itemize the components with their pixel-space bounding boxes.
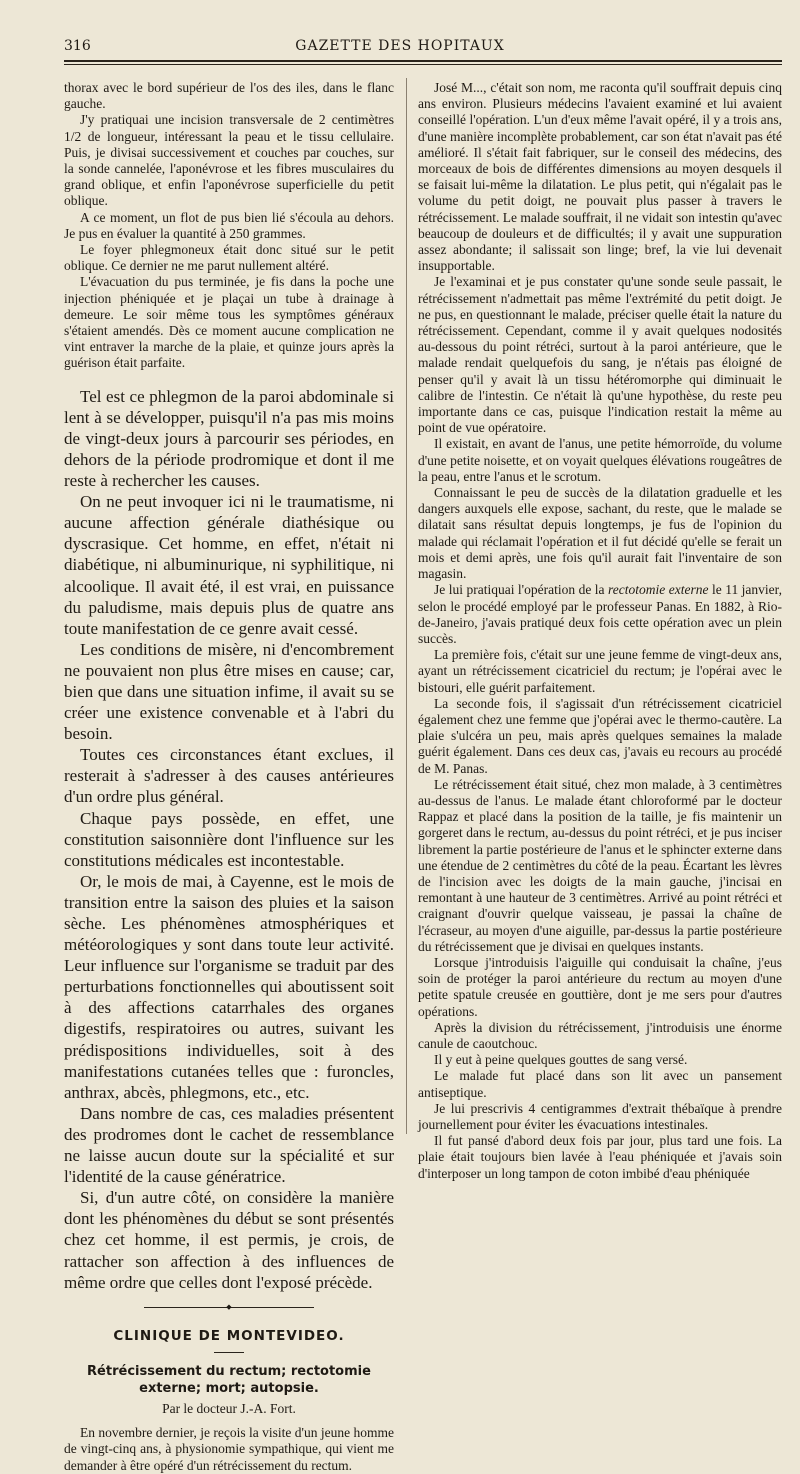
paragraph: Après la division du rétrécissement, j'introduisis une énorme canule de caoutchouc. <box>418 1019 782 1051</box>
right-column <box>418 80 782 1182</box>
paragraph: On ne peut invoquer ici ni le traumatisme, ni aucune affection générale diathésique ou dyscrasique. Cet homme, en effet, n'était ni diabétique, ni albuminurique, ni syphilitique, ni alcoolique. Il avait été, il est vrai, en puissance du paludisme, mais depuis plus de quatre ans toute manifestation de ce genre avait cessé. <box>64 492 394 638</box>
paragraph: Il existait, en avant de l'anus, une petite hémorroïde, du volume d'une petite noisette, et on voyait quelques élévations rougeâtres de la peau, entre l'anus et le scrotum. <box>418 436 782 484</box>
paragraph: José M..., c'était son nom, me raconta qu'il souffrait depuis cinq ans environ. Plusieurs médecins l'avaient examiné et lui avaient conseillé l'opération. L'un d'eux même l'avait opéré, il y a trois ans, d'une manière incomplète probablement, car son état n'avait pas été amélioré. Il s'était fait fabriquer, sur le conseil des médecins, des morceaux de bois de différentes dimensions au moyen desquels il se faisait lui-même la dilatation. Le plus petit, qui n'égalait pas le volume du petit doigt, ne pouvait plus passer à travers le rétrécissement. Le malade souffrait, il ne vidait son intestin qu'avec beaucoup de douleurs et de difficultés; il y avait une suppuration assez abondante; il salissait son linge; bref, la vie lui devenait insupportable. <box>418 80 782 274</box>
paragraph: Tel est ce phlegmon de la paroi abdominale si lent à se développer, puisqu'il n'a pas mis moins de vingt-deux jours à parcourir ses périodes, en dehors de la période prodromique et dont il me reste à rechercher les causes. <box>64 386 394 491</box>
header-rule <box>64 60 782 62</box>
text-before: Je lui pratiquai l'opération de la <box>434 582 609 598</box>
header-rule-thin <box>64 64 782 65</box>
discussion-section <box>64 386 394 1293</box>
paragraph: Chaque pays possède, en effet, une constitution saisonnière dont l'influence sur les constitutions médicales est incontestable. <box>64 808 394 870</box>
paragraph: Le foyer phlegmoneux était donc situé sur le petit oblique. Ce dernier ne me parut nullement altéré. <box>64 242 394 274</box>
heading-rule <box>214 1352 244 1353</box>
paragraph: Si, d'un autre côté, on considère la manière dont les phénomènes du début se sont présentés chez cet homme, il est permis, je crois, de rattacher son affection à des influences de même ordre que celles dont l'exposé précède. <box>64 1188 394 1292</box>
paragraph: Toutes ces circonstances étant exclues, il resterait à s'adresser à des causes antérieures d'un ordre plus général. <box>64 745 394 807</box>
running-title: GAZETTE DES HOPITAUX <box>295 38 505 54</box>
column-divider <box>406 78 407 1134</box>
paragraph: L'évacuation du pus terminée, je fis dans la poche une injection phéniquée et je plaçai un tube à drainage à demeure. Le soir même tous les symptômes généraux s'étaient amendés. Dès ce moment aucune complication ne vint entraver la marche de la plaie, et quinze jours après la guérison était parfaite. <box>64 274 394 371</box>
section-separator: ◆ <box>144 1307 314 1308</box>
paragraph: Je l'examinai et je pus constater qu'une sonde seule passait, le rétrécissement n'admettait pas même l'extrémité du petit doigt. Je ne pus, en questionnant le malade, préciser quelle était la nature du rétrécissement. Cependant, comme il y avait quelques nodosités au-dessous du point rétréci, surtout à la paroi antérieure, que le malade rendait quelquefois du sang, je n'étais pas éloigné de penser qu'il y avait là un tissu hétéromorphe qui diminuait le calibre de l'intestin. Ce n'était là qu'une hypothèse, du reste peu importante dans ce cas, puisque l'indication restait la même au point de vue opératoire. <box>418 274 782 436</box>
paragraph: Les conditions de misère, ni d'encombrement ne pouvaient non plus être mises en cause; car, bien que dans une situation infime, il avait su se créer une existence convenable et à l'abri du besoin. <box>64 639 394 744</box>
text-after: le 11 janvier, selon le procédé employé par le professeur Panas. En 1882, à Rio-de-Janeiro, j'avais pratiqué deux fois cette opération avec un plein succès. <box>418 582 782 646</box>
paragraph: Or, le mois de mai, à Cayenne, est le mois de transition entre la saison des pluies et la saison sèche. Les phénomènes atmosphériques et météorologiques y sont dans toute leur activité. Leur influence sur l'organisme se traduit par des perturbations fonctionnelles qui aboutissent soit à des affections catarrhales des organes digestifs, respiratoires ou autres, suivant les prédispositions individuelles, soit à des manifestations cutanées telles que : furoncles, anthrax, abcès, phlegmons, etc., etc. <box>64 871 394 1102</box>
article-title: Rétrécissement du rectum; rectotomie externe; mort; autopsie. <box>87 1363 371 1396</box>
paragraph: En novembre dernier, je reçois la visite d'un jeune homme de vingt-cinq ans, à physionomie sympathique, qui vient me demander à être opéré d'un rétrécissement du rectum. <box>64 1425 394 1473</box>
emphasized-term: rectotomie externe <box>608 582 709 598</box>
paragraph: Le malade fut placé dans son lit avec un pansement antiseptique. <box>418 1068 782 1100</box>
paragraph: La seconde fois, il s'agissait d'un rétrécissement cicatriciel également chez une femme que j'opérai avec le thermo-cautère. La plaie s'ulcéra un peu, mais après quelques semaines la malade guérit également. Dans ces deux cas, j'avais eu recours au procédé de M. Panas. <box>418 695 782 776</box>
paragraph: A ce moment, un flot de pus bien lié s'écoula au dehors. Je pus en évaluer la quantité à 250 grammes. <box>64 209 394 241</box>
byline: Par le docteur J.-A. Fort. <box>162 1400 296 1416</box>
paragraph: La première fois, c'était sur une jeune femme de vingt-deux ans, ayant un rétrécissement cicatriciel du rectum; je l'opérai avec le bistouri, elle guérit parfaitement. <box>418 647 782 695</box>
page-number: 316 <box>64 38 91 54</box>
paragraph: Je lui prescrivis 4 centigrammes d'extrait thébaïque à prendre journellement pour éviter les évacuations intestinales. <box>418 1100 782 1132</box>
section-heading: CLINIQUE DE MONTEVIDEO. <box>113 1327 345 1344</box>
paragraph: Connaissant le peu de succès de la dilatation graduelle et les dangers auxquels elle expose, sachant, du reste, que le malade se dilatait sans résultat depuis longtemps, je fus de l'opinion du malade qui réclamait l'opération et il fut décidé qu'elle se ferait un mois et demi après, une fois qu'il aurait fait l'inventaire de son magasin. <box>418 485 782 582</box>
paragraph: Le rétrécissement était situé, chez mon malade, à 3 centimètres au-dessus de l'anus. Le malade étant chloroformé par le docteur Rappaz et placé dans la position de la taille, je fis maintenir un gorgeret dans le rectum, au-dessus du point rétréci, et je pus inciser librement la partie postérieure de l'anus et le sphincter externe dans une étendue de 2 centimètres du côté de la peau. Écartant les lèvres de l'incision avec les doigts de la main gauche, j'incisai en remontant à une hauteur de 3 centimètres. Arrivé au point rétréci et craignant d'ouvrir quelque vaisseau, je passai la chaîne de l'écraseur, au moyen d'une aiguille, par-dessus la partie postérieure du rétrécissement que je divisai en quelques instants. <box>418 776 782 954</box>
paragraph: Il y eut à peine quelques gouttes de sang versé. <box>434 1052 688 1068</box>
left-column <box>64 80 394 1474</box>
paragraph: Dans nombre de cas, ces maladies présentent des prodromes dont le cachet de ressemblance ne laisse aucun doute sur la spécialité et sur l'identité de la cause génératrice. <box>64 1103 394 1187</box>
paragraph-rectotomie <box>418 582 782 647</box>
paragraph: thorax avec le bord supérieur de l'os des iles, dans le flanc gauche. <box>64 80 394 112</box>
paragraph: Il fut pansé d'abord deux fois par jour, plus tard une fois. La plaie était toujours bien lavée à l'eau phéniquée et j'avais soin d'interposer un long tampon de coton imbibé d'eau phéniquée <box>418 1133 782 1181</box>
paragraph: J'y pratiquai une incision transversale de 2 centimètres 1/2 de longueur, intéressant la peau et le tissu cellulaire. Puis, je divisai successivement et couches par couches, sur la sonde cannelée, l'aponévrose et les fibres musculaires du grand oblique, et enfin l'aponévrose superficielle du petit oblique. <box>64 112 394 209</box>
paragraph: Lorsque j'introduisis l'aiguille qui conduisait la chaîne, j'eus soin de protéger la paroi antérieure du rectum au moyen d'une petite spatule creusée en gouttière, dont je me sers pour d'autres opérations. <box>418 954 782 1019</box>
